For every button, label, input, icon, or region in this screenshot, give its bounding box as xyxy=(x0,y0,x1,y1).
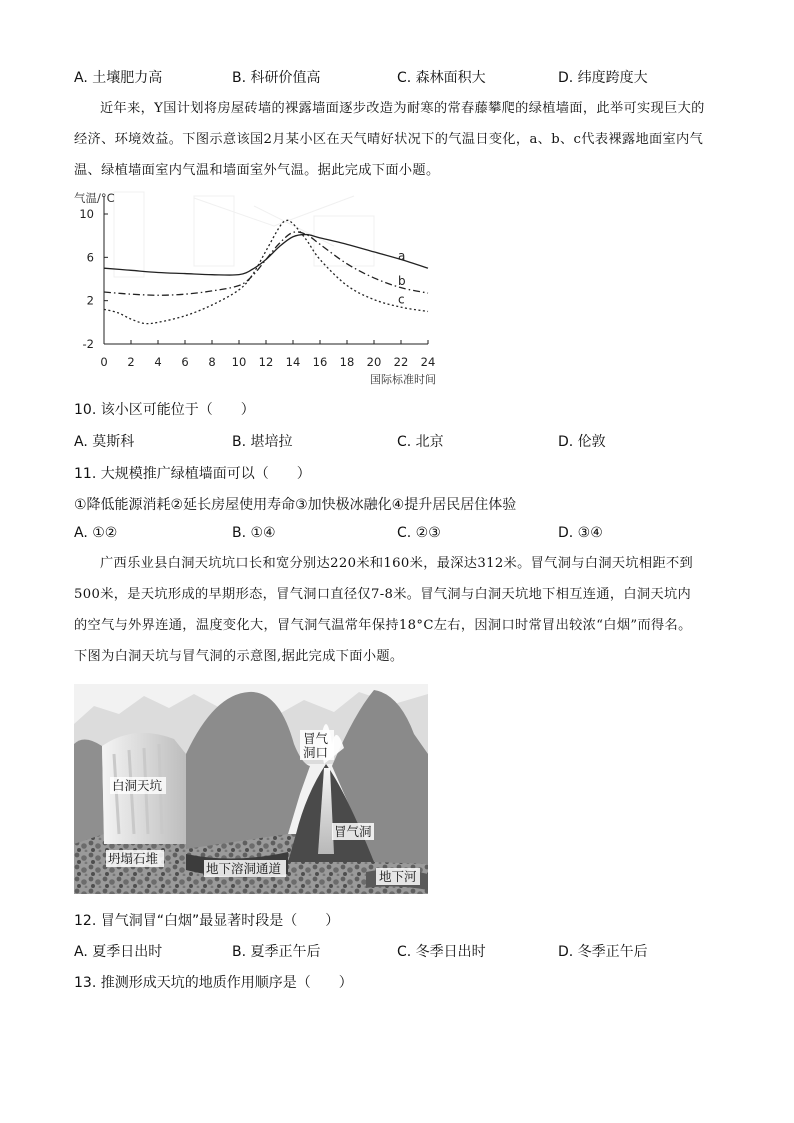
x-tick-label: 22 xyxy=(393,355,409,369)
x-tick-label: 2 xyxy=(127,355,135,369)
q10-stem: 10. 该小区可能位于（ ） xyxy=(74,402,255,418)
x-tick-label: 10 xyxy=(231,355,247,369)
q11-items: ①降低能源消耗②延长房屋使用寿命③加快极冰融化④提升居民居住体验 xyxy=(74,497,517,513)
q13-stem: 13. 推测形成天坑的地质作用顺序是（ ） xyxy=(74,975,353,991)
q9-option-b[interactable]: B. 科研价值高 xyxy=(232,70,321,86)
passage2-line2: 500米，是天坑形成的早期形态，冒气洞口直径仅7-8米。冒气洞与白洞天坑地下相互连通，白洞天坑内 xyxy=(74,587,692,602)
q11-option-c[interactable]: C. ②③ xyxy=(397,525,441,541)
q11-option-b[interactable]: B. ①④ xyxy=(232,525,276,541)
passage1-line3: 温、绿植墙面室内气温和墙面室外气温。据此完成下面小题。 xyxy=(74,163,440,178)
q11-options xyxy=(74,525,734,547)
q10-option-a[interactable]: A. 莫斯科 xyxy=(74,434,135,450)
passage1-line1: 近年来，Y国计划将房屋砖墙的裸露墙面逐步改造为耐寒的常春藤攀爬的绿植墙面，此举可实现巨大的 xyxy=(100,101,705,116)
q9-option-c[interactable]: C. 森林面积大 xyxy=(397,70,486,86)
temperature-chart-svg xyxy=(74,186,446,388)
q11-option-d[interactable]: D. ③④ xyxy=(558,525,603,541)
passage2-line1: 广西乐业县白洞天坑坑口长和宽分别达220米和160米，最深达312米。冒气洞与白洞天坑相距不到 xyxy=(100,556,694,571)
q10-option-c[interactable]: C. 北京 xyxy=(397,434,444,450)
q10-options xyxy=(74,431,734,453)
passage2-line3: 的空气与外界连通，温度变化大，冒气洞气温常年保持18°C左右，因洞口时常冒出较浓“白烟”而得名。 xyxy=(74,618,692,633)
label-maoqidong: 冒气洞 xyxy=(334,824,372,839)
x-tick-label: 0 xyxy=(100,355,108,369)
left-cliff xyxy=(74,739,104,844)
q12-option-c[interactable]: C. 冬季日出时 xyxy=(397,944,486,960)
q10-option-b[interactable]: B. 堪培拉 xyxy=(232,434,293,450)
series-label-a: a xyxy=(398,249,406,264)
q12-option-a[interactable]: A. 夏季日出时 xyxy=(74,944,163,960)
label-he: 地下河 xyxy=(379,869,417,884)
q9-options xyxy=(74,67,734,89)
q11-stem: 11. 大规模推广绿植墙面可以（ ） xyxy=(74,466,311,482)
x-tick-label: 6 xyxy=(181,355,189,369)
x-tick-label: 12 xyxy=(258,355,274,369)
label-tanta: 坍塌石堆 xyxy=(108,851,159,866)
x-tick-label: 24 xyxy=(420,355,436,369)
y-tick-label: -2 xyxy=(82,337,94,351)
passage-tiankeng xyxy=(74,548,726,672)
q11-option-a[interactable]: A. ①② xyxy=(74,525,118,541)
label-maoqi-kou-1: 冒气 xyxy=(303,731,329,746)
q12-stem: 12. 冒气洞冒“白烟”最显著时段是（ ） xyxy=(74,913,340,929)
temperature-chart xyxy=(74,186,446,388)
x-tick-label: 8 xyxy=(208,355,216,369)
x-tick-label: 16 xyxy=(312,355,328,369)
chart-xlabel: 国际标准时间 xyxy=(370,373,436,386)
label-tongdao: 地下溶洞通道 xyxy=(206,861,282,876)
tiankeng-diagram-svg xyxy=(74,684,428,894)
passage2-line4: 下图为白洞天坑与冒气洞的示意图,据此完成下面小题。 xyxy=(74,649,404,664)
q9-option-d[interactable]: D. 纬度跨度大 xyxy=(558,70,648,86)
q10-option-d[interactable]: D. 伦敦 xyxy=(558,434,606,450)
label-baidong: 白洞天坑 xyxy=(112,778,163,793)
series-label-c: c xyxy=(398,292,405,307)
x-tick-label: 4 xyxy=(154,355,162,369)
y-tick-label: 2 xyxy=(86,293,94,308)
x-tick-label: 20 xyxy=(366,355,382,369)
chart-ylabel: 气温/°C xyxy=(74,191,115,205)
q12-option-d[interactable]: D. 冬季正午后 xyxy=(558,944,648,960)
passage-green-wall xyxy=(74,93,726,186)
x-tick-label: 14 xyxy=(285,355,301,369)
q12-options xyxy=(74,941,734,963)
x-tick-label: 18 xyxy=(339,355,355,369)
series-label-b: b xyxy=(398,274,406,289)
label-maoqi-kou-2: 洞口 xyxy=(303,745,329,760)
y-tick-label: 10 xyxy=(79,207,94,221)
tiankeng-diagram xyxy=(74,684,428,894)
y-tick-label: 6 xyxy=(86,250,94,265)
q12-option-b[interactable]: B. 夏季正午后 xyxy=(232,944,321,960)
q9-option-a[interactable]: A. 土壤肥力高 xyxy=(74,70,163,86)
passage1-line2: 经济、环境效益。下图示意该国2月某小区在天气晴好状况下的气温日变化，a、b、c代表裸露地面室内气 xyxy=(74,132,704,147)
